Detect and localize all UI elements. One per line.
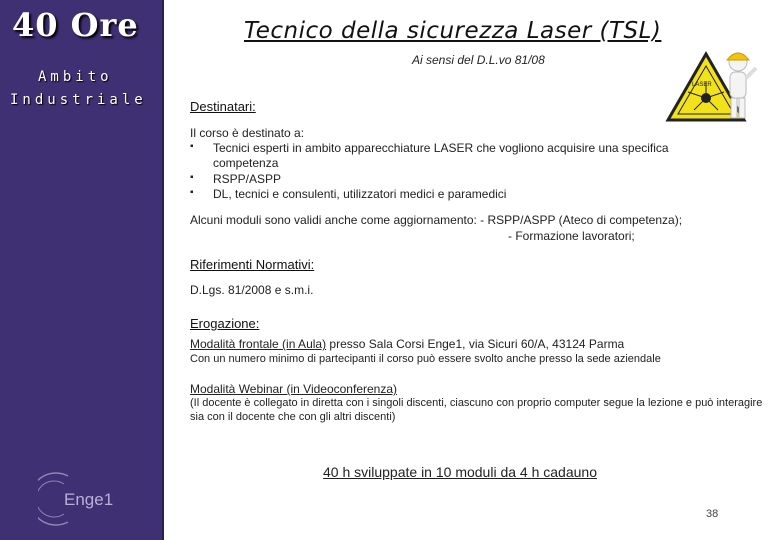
course-total: 40 h sviluppate in 10 moduli da 4 h cadauno: [323, 464, 597, 480]
enge1-logo-icon: [38, 470, 128, 528]
page-title: Tecnico della sicurezza Laser (TSL): [244, 18, 662, 44]
bullet-icon: ▪: [190, 187, 194, 198]
frontale-note: Con un numero minimo di partecipanti il corso può essere svolto anche presso la sede aziendale: [190, 353, 661, 365]
list-item-text: RSPP/ASPP: [213, 172, 282, 186]
bullet-icon: ▪: [190, 141, 194, 152]
webinar-note-line-1: (Il docente è collegato in diretta con i singoli discenti, ciascuno con proprio computer segue la lezione e può interagire: [190, 397, 763, 409]
frontale-text: presso Sala Corsi Enge1, via Sicuri 60/A, 43124 Parma: [326, 337, 625, 351]
course-area: [0, 66, 162, 112]
aggiornamento-line-2: - Formazione lavoratori;: [508, 229, 635, 243]
page-number: 38: [706, 508, 719, 520]
area-line-2: Industriale: [10, 92, 147, 108]
laser-warning-mascot-icon: [664, 42, 760, 132]
page-subtitle: Ai sensi del D.L.vo 81/08: [412, 53, 545, 67]
list-item: [190, 141, 750, 171]
aggiornamento-line-1: Alcuni moduli sono validi anche come aggiornamento: - RSPP/ASPP (Ateco di competenza);: [190, 213, 683, 227]
course-hours: 40 Ore: [12, 6, 139, 44]
list-item: [190, 172, 750, 187]
sidebar: [0, 0, 164, 540]
bullet-icon: ▪: [190, 172, 194, 183]
list-item: [190, 187, 750, 202]
webinar-note-line-2: sia con il docente che con gli altri discenti): [190, 411, 396, 423]
frontale-line: [190, 337, 624, 351]
logo-text: Enge1: [64, 490, 114, 509]
sign-text: LASER: [692, 82, 712, 88]
riferimenti-text: D.Lgs. 81/2008 e s.m.i.: [190, 283, 314, 297]
destinatari-intro: Il corso è destinato a:: [190, 126, 305, 140]
area-line-1: Ambito: [38, 69, 113, 85]
webinar-label: Modalità Webinar (in Videoconferenza): [190, 382, 398, 396]
list-item-text: DL, tecnici e consulenti, utilizzatori medici e paramedici: [213, 187, 507, 201]
list-item-text: Tecnici esperti in ambito apparecchiature LASER che vogliono acquisire una specifica competenza: [213, 141, 669, 170]
destinatari-heading: Destinatari:: [190, 99, 256, 114]
frontale-label: Modalità frontale (in Aula): [190, 337, 327, 351]
erogazione-heading: Erogazione:: [190, 316, 260, 331]
riferimenti-heading: Riferimenti Normativi:: [190, 257, 315, 272]
